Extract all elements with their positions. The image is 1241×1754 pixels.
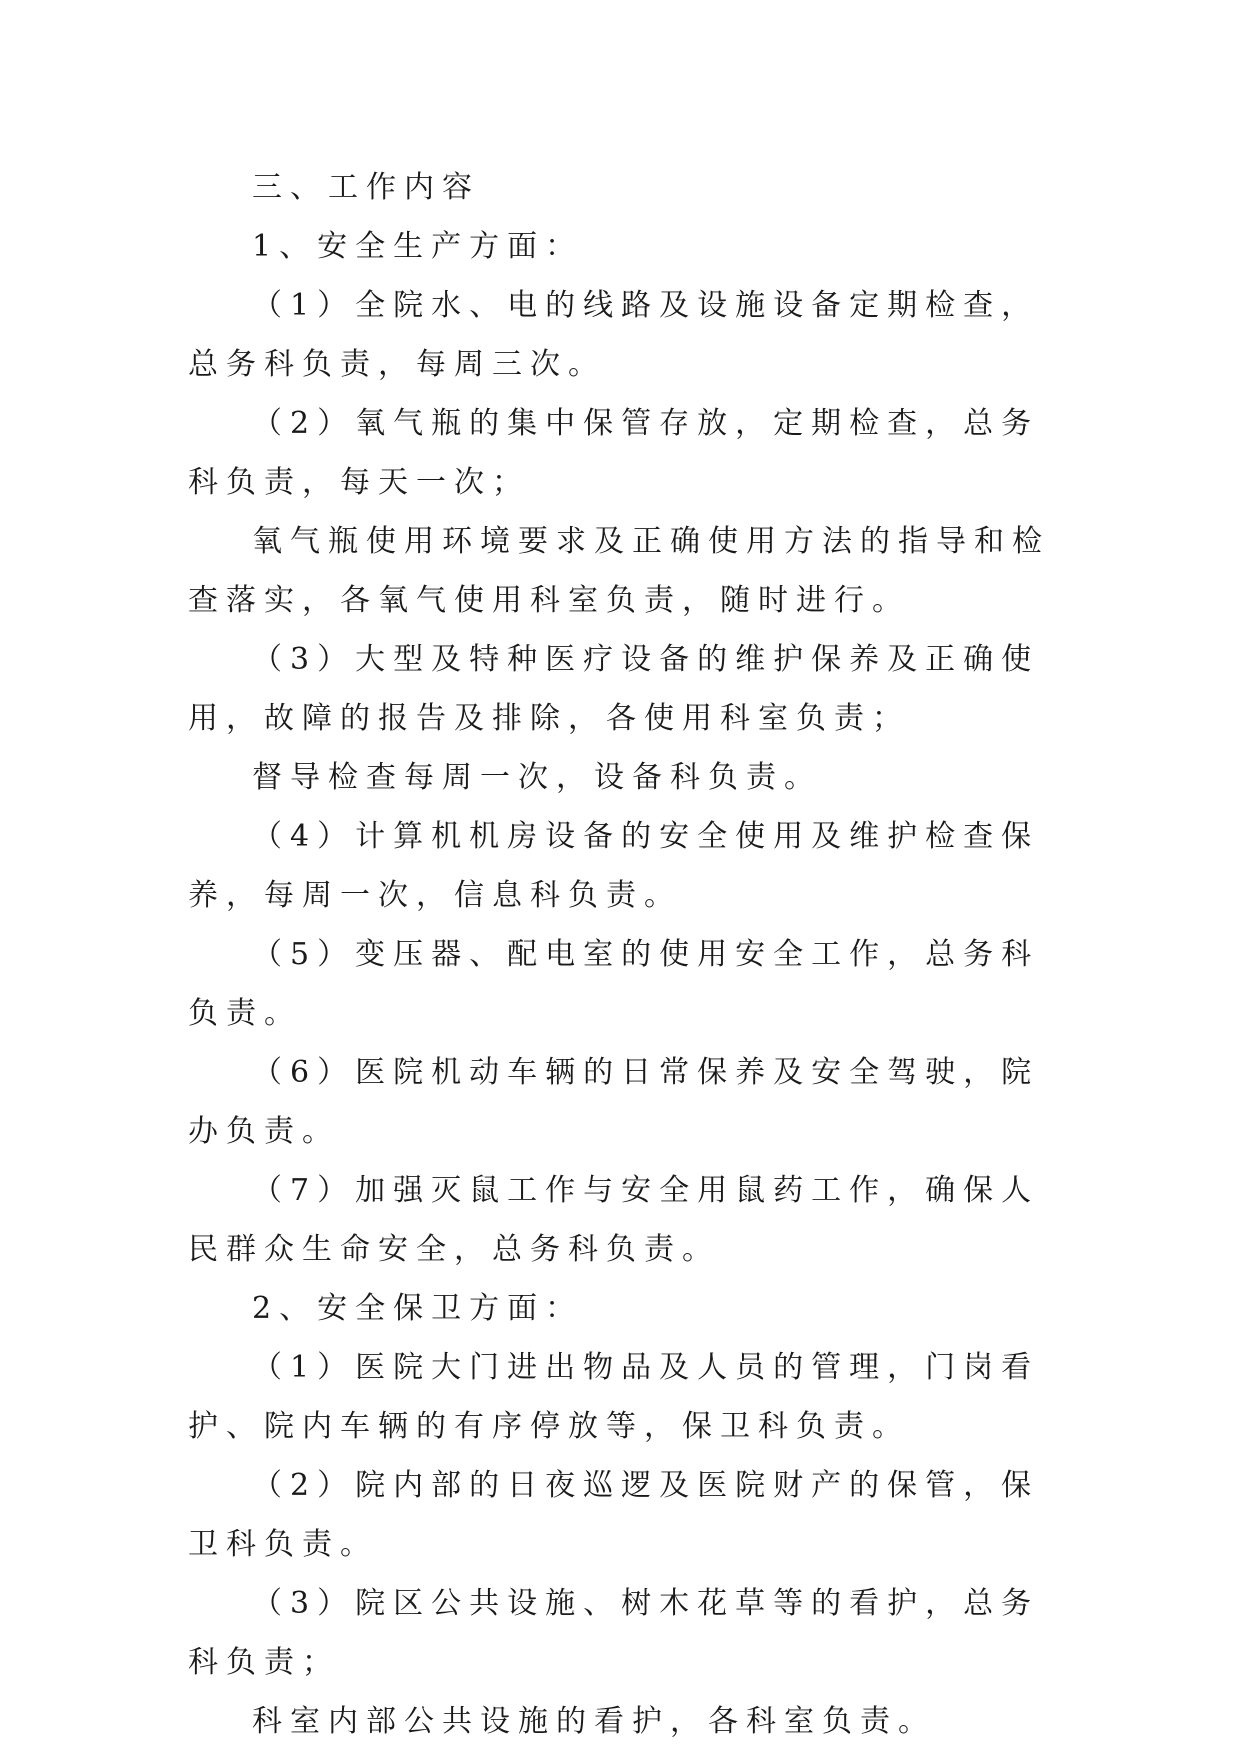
paragraph: （2）氧气瓶的集中保管存放，定期检查，总务科负责，每天一次；	[188, 406, 1040, 500]
subsection-heading: 1、安全生产方面：	[252, 229, 584, 264]
paragraph: 科室内部公共设施的看护，各科室负责。	[252, 1704, 936, 1739]
paragraph: 氧气瓶使用环境要求及正确使用方法的指导和检查落实，各氧气使用科室负责，随时进行。	[188, 524, 1050, 618]
paragraph: （1）全院水、电的线路及设施设备定期检查，总务科负责，每周三次。	[188, 288, 1040, 382]
paragraph: （6）医院机动车辆的日常保养及安全驾驶，院办负责。	[188, 1055, 1040, 1149]
paragraph: （3）大型及特种医疗设备的维护保养及正确使用，故障的报告及排除，各使用科室负责；	[188, 642, 1040, 736]
subsection-heading: 2、安全保卫方面：	[252, 1291, 584, 1326]
paragraph: （2）院内部的日夜巡逻及医院财产的保管，保卫科负责。	[188, 1468, 1040, 1562]
paragraph: 督导检查每周一次，设备科负责。	[252, 760, 822, 795]
paragraph: （1）医院大门进出物品及人员的管理，门岗看护、院内车辆的有序停放等，保卫科负责。	[188, 1350, 1040, 1444]
section-heading: 三、工作内容	[252, 170, 480, 205]
paragraph: （5）变压器、配电室的使用安全工作，总务科负责。	[188, 937, 1040, 1031]
paragraph: （4）计算机机房设备的安全使用及维护检查保养，每周一次，信息科负责。	[188, 819, 1040, 913]
paragraph: （3）院区公共设施、树木花草等的看护，总务科负责；	[188, 1586, 1040, 1680]
document-body	[188, 158, 1068, 1751]
paragraph: （7）加强灭鼠工作与安全用鼠药工作，确保人民群众生命安全，总务科负责。	[188, 1173, 1040, 1267]
